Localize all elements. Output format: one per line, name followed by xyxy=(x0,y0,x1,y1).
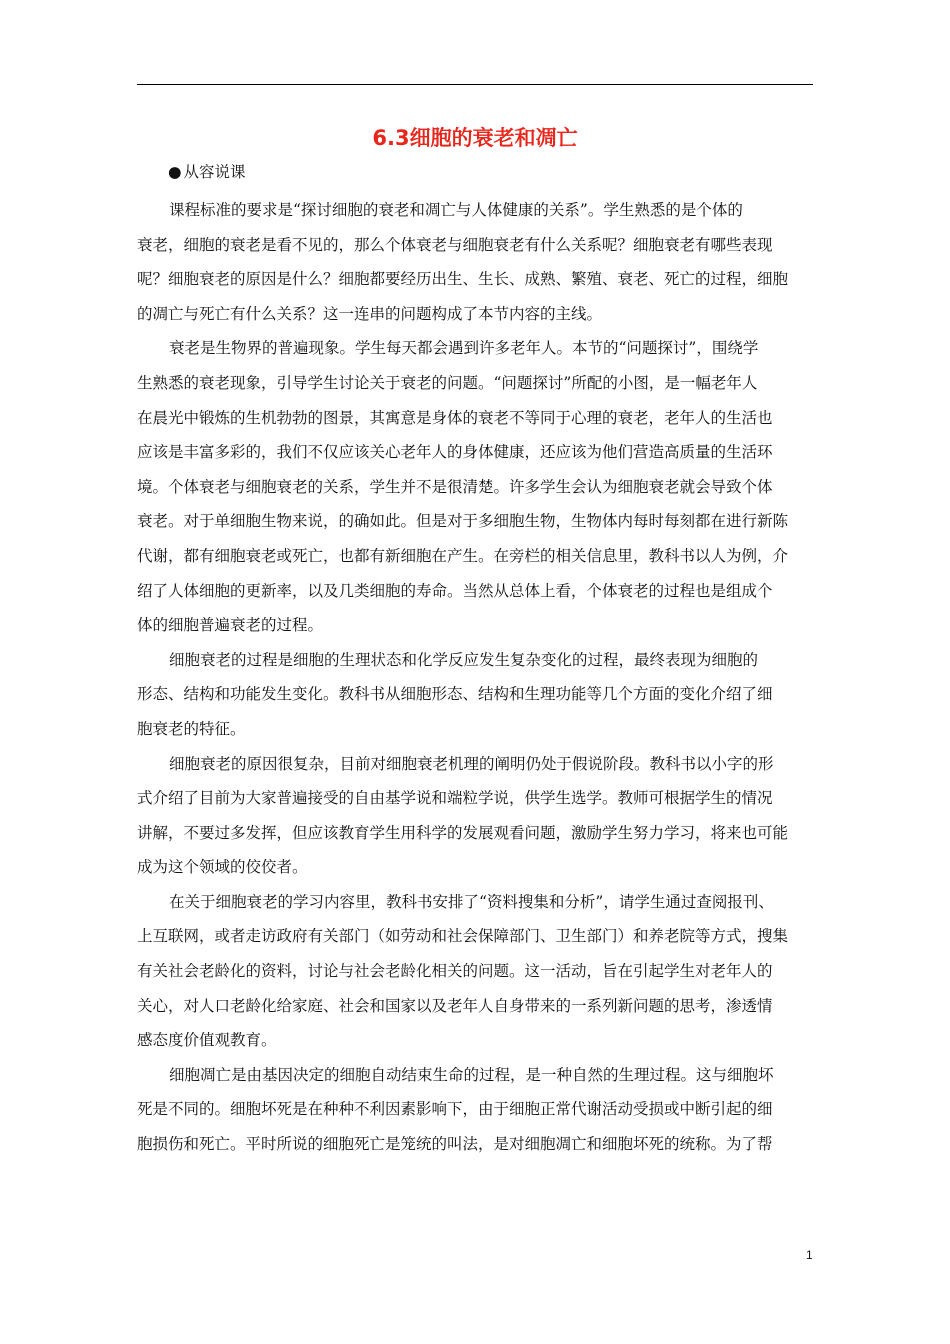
paragraph xyxy=(137,885,817,1058)
section-heading xyxy=(168,160,246,184)
document-title: 6.3细胞的衰老和凋亡 xyxy=(372,126,578,150)
body-text xyxy=(137,193,817,1162)
paragraph-line: 衰老，细胞的衰老是看不见的，那么个体衰老与细胞衰老有什么关系呢？细胞衰老有哪些表现 xyxy=(137,235,773,254)
paragraph-line: 胞损伤和死亡。平时所说的细胞死亡是笼统的叫法，是对细胞凋亡和细胞坏死的统称。为了帮 xyxy=(137,1135,773,1154)
paragraph-line: 关心，对人口老龄化给家庭、社会和国家以及老年人自身带来的一系列新问题的思考，渗透情 xyxy=(137,996,773,1015)
paragraph-line: 课程标准的要求是“探讨细胞的衰老和凋亡与人体健康的关系”。学生熟悉的是个体的 xyxy=(169,201,743,219)
section-heading-label: 从容说课 xyxy=(183,163,246,181)
paragraph-line: 死是不同的。细胞坏死是在种种不利因素影响下，由于细胞正常代谢活动受损或中断引起的细 xyxy=(137,1100,773,1119)
paragraph-line: 感态度价值观教育。 xyxy=(137,1031,277,1050)
paragraph-line: 在关于细胞衰老的学习内容里，教科书安排了“资料搜集和分析”，请学生通过查阅报刊、 xyxy=(169,892,774,911)
paragraph-line: 生熟悉的衰老现象，引导学生讨论关于衰老的问题。“问题探讨”所配的小图，是一幅老年人 xyxy=(137,373,758,392)
paragraph-line: 上互联网，或者走访政府有关部门（如劳动和社会保障部门、卫生部门）和养老院等方式，搜集 xyxy=(137,927,789,946)
paragraph xyxy=(137,331,817,642)
paragraph-line: 绍了人体细胞的更新率，以及几类细胞的寿命。当然从总体上看，个体衰老的过程也是组成个 xyxy=(137,581,773,600)
paragraph-line: 境。个体衰老与细胞衰老的关系，学生并不是很清楚。许多学生会认为细胞衰老就会导致个体 xyxy=(137,477,773,496)
header-rule xyxy=(137,84,813,85)
paragraph-line: 成为这个领域的佼佼者。 xyxy=(137,858,308,877)
paragraph-line: 有关社会老龄化的资料，讨论与社会老龄化相关的问题。这一活动，旨在引起学生对老年人的 xyxy=(137,962,773,981)
paragraph-line: 式介绍了目前为大家普遍接受的自由基学说和端粒学说，供学生选学。教师可根据学生的情况 xyxy=(137,789,773,808)
paragraph-line: 细胞衰老的原因很复杂，目前对细胞衰老机理的阐明仍处于假说阶段。教科书以小字的形 xyxy=(169,754,774,773)
paragraph xyxy=(137,747,817,885)
page-number: 1 xyxy=(806,1248,813,1262)
paragraph xyxy=(137,643,817,747)
paragraph-line: 细胞衰老的过程是细胞的生理状态和化学反应发生复杂变化的过程，最终表现为细胞的 xyxy=(169,650,759,669)
paragraph-line: 胞衰老的特征。 xyxy=(137,719,246,738)
paragraph-line: 衰老是生物界的普遍现象。学生每天都会遇到许多老年人。本节的“问题探讨”，围绕学 xyxy=(169,339,759,358)
bullet-icon: ● xyxy=(168,163,182,181)
paragraph xyxy=(137,193,817,331)
paragraph-line: 呢？细胞衰老的原因是什么？细胞都要经历出生、生长、成熟、繁殖、衰老、死亡的过程，细胞 xyxy=(137,270,789,289)
paragraph-line: 在晨光中锻炼的生机勃勃的图景，其寓意是身体的衰老不等同于心理的衰老，老年人的生活也 xyxy=(137,408,773,427)
paragraph-line: 代谢，都有细胞衰老或死亡，也都有新细胞在产生。在旁栏的相关信息里，教科书以人为例，介 xyxy=(137,546,789,565)
paragraph-line: 衰老。对于单细胞生物来说，的确如此。但是对于多细胞生物，生物体内每时每刻都在进行新陈 xyxy=(137,512,789,531)
paragraph-line: 体的细胞普遍衰老的过程。 xyxy=(137,616,324,635)
paragraph-line: 讲解，不要过多发挥，但应该教育学生用科学的发展观看问题，激励学生努力学习，将来也可能 xyxy=(137,823,789,842)
paragraph xyxy=(137,1058,817,1162)
paragraph-line: 细胞凋亡是由基因决定的细胞自动结束生命的过程，是一种自然的生理过程。这与细胞坏 xyxy=(169,1065,774,1084)
paragraph-line: 应该是丰富多彩的，我们不仅应该关心老年人的身体健康，还应该为他们营造高质量的生活环 xyxy=(137,443,773,462)
paragraph-line: 形态、结构和功能发生变化。教科书从细胞形态、结构和生理功能等几个方面的变化介绍了细 xyxy=(137,685,773,704)
paragraph-line: 的凋亡与死亡有什么关系？这一连串的问题构成了本节内容的主线。 xyxy=(137,304,603,323)
